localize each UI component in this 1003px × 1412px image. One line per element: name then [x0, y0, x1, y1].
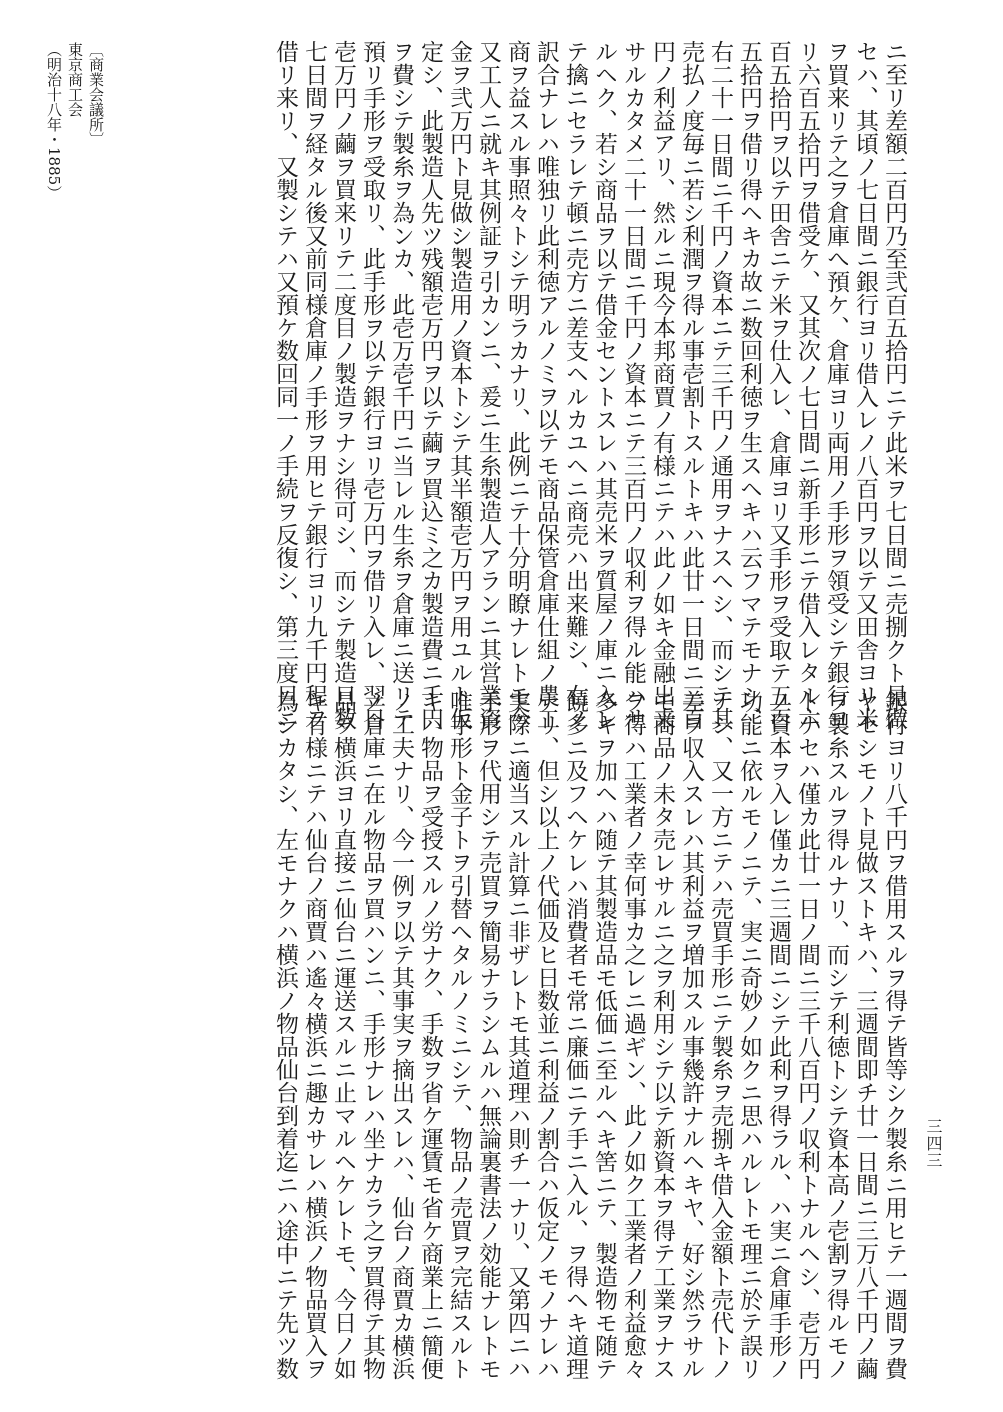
text-column: 功能ニ依ルモノニテ、実ニ奇妙ノ如クニ思ハルレトモ理ニ於テ誤リ	[736, 690, 762, 1380]
text-column: リ六百五拾円ヲ借受ケ、又其次ノ七日間ニ新手形ニテ借入レタル六	[794, 40, 820, 730]
text-column: 饒多ニ及フヘケレハ消費者モ常ニ廉価ニテ手ニ入ル、ヲ得ヘキ道理	[562, 690, 588, 1380]
text-column: ヤセシモノト見做ストキハ、三週間即チ廿一日間ニ三万八千円ノ繭	[852, 690, 878, 1380]
text-column: 定シ、此製造人先ツ残額壱万円ヲ以テ繭ヲ買込ミ之カ製造費ニ千円	[417, 40, 443, 730]
text-column: テ擒ニセラレテ頓ニ売方ニ差支ヘルカユヘニ商売ハ出来難シ、右ノ	[562, 40, 588, 730]
text-column: 右二十一日間ニ千円ノ資本ニテ三千円ノ通用ヲナスヘシ、而シテ其	[707, 40, 733, 730]
text-block-lower	[270, 690, 908, 1380]
text-column: ノ工夫ナリ、今一例ヲ以テ其事実ヲ摘出スレハ、仙台ノ商賈カ横浜	[388, 690, 414, 1380]
page-number: 三四三	[924, 1118, 943, 1169]
text-column: サルカタメ二十一日間ニ千円ノ資本ニテ三百円ノ収利ヲ得ル能ハサ	[620, 40, 646, 730]
text-column: 多キヲ加ヘハ随テ其製造品モ低価ニ至ルヘキ筈ニテ、製造物モ随テ	[591, 690, 617, 1380]
text-column: 借リ来リ、又製シテハ又預ケ数回同一ノ手続ヲ反復シ、第三度目ニ	[272, 40, 298, 730]
text-column: 差ヲ収入スレハ其利益ヲ増加スル事幾許ナルヘキヤ、好シ然ラサル	[678, 690, 704, 1380]
text-column: 売払ノ度毎ニ若シ利潤ヲ得ル事壱割トスルトキハ此廿一日間ニ三百	[678, 40, 704, 730]
text-column: 品ヲ横浜ヨリ直接ニ仙台ニ運送スルニ止マルヘケレトモ、今日ノ如	[330, 690, 356, 1380]
text-column: ヲ費シテ製糸ヲ為ンカ、此壱万壱千円ニ当レル生糸ヲ倉庫ニ送リテ	[388, 40, 414, 730]
text-column: セハ、其頃ノ七日間ニ銀行ヨリ借入レノ八百円ヲ以テ又田舎ヨリ米	[852, 40, 878, 730]
text-column: ヲ得ハ工業者ノ幸何事カ之レニ過ギン、此ノ如ク工業者ノ利益愈々	[620, 690, 646, 1380]
text-column: ヲ買来リテ之ヲ倉庫へ預ケ、倉庫ヨリ両用ノ手形ヲ領受シテ銀行ヨ	[823, 40, 849, 730]
text-column: 為シカタシ、左モナクハ横浜ノ物品仙台到着迄ニハ途中ニテ先ツ数	[272, 690, 298, 1380]
text-column: 訳合ナレハ唯独リ此利徳アルノミヲ以テモ商品保管倉庫仕組ノ農工	[533, 40, 559, 730]
text-column: 壱万円ノ繭ヲ買来リテ二度目ノ製造ヲナシ得可シ、而シテ製造日数	[330, 40, 356, 730]
text-column: ノ倉庫ニ在ル物品ヲ買ハンニ、手形ナレハ坐ナカラ之ヲ買得テ其物	[359, 690, 385, 1380]
text-column: 五拾円ヲ借リ得ヘキカ故ニ数回利徳ヲ生スヘキハ云フマテモナシ、	[736, 40, 762, 730]
organization-name: 東京商工会	[66, 42, 84, 117]
era-label: （明治十八年・1885）	[45, 42, 63, 201]
text-column: 手形ヲ代用シテ売買ヲ簡易ナラシムルハ無論裏書法ノ効能ナレトモ	[475, 690, 501, 1380]
text-column: 又工人ニ就キ其例証ヲ引カンニ、爰ニ生糸製造人アランニ其営業資	[475, 40, 501, 730]
text-column: 実際ニ適当スル計算ニ非ザレトモ其道理ハ則チ一ナリ、又第四ニハ	[504, 690, 530, 1380]
text-column: ニ至リ差額二百円乃至弐百五拾円ニテ此米ヲ七日間ニ売捌クト見做	[881, 40, 907, 730]
text-column: 金ヲ弐万円ト見做シ製造用ノ資本トシテ其半額壱万円ヲ用ユルト仮	[446, 40, 472, 730]
text-column: モ商品ノ未タ売レサルニ之ヲ利用シテ以テ新資本ヲ得テ工業ヲナス	[649, 690, 675, 1380]
text-column: キ有様ニテハ仙台ノ商賈ハ遙々横浜ニ趣カサレハ横浜ノ物品買入ヲ	[301, 690, 327, 1380]
text-column: ルヘク、若シ商品ヲ以テ借金セントスレハ其売米ヲ質屋ノ庫ニ入レ	[591, 40, 617, 730]
text-block-upper	[270, 40, 908, 730]
text-column: 七日間ヲ経タル後又前同様倉庫ノ手形ヲ用ヒテ銀行ヨリ九千円程ヲ	[301, 40, 327, 730]
text-column: ノ資本ヲ入レ僅カニ三週間ニシテ此利ヲ得ラル、ハ実ニ倉庫手形ノ	[765, 690, 791, 1380]
text-column: キハ物品ヲ受授スルノ労ナク、手数ヲ省ケ運賃モ省ケ商業上ニ簡便	[417, 690, 443, 1380]
text-column: トナセハ僅カ此廿一日ノ間ニ三千八百円ノ収利トナルヘシ、壱万円	[794, 690, 820, 1380]
section-label: 〔商業会議所〕	[87, 42, 105, 147]
text-column: ナリ、但シ以上ノ代価及ヒ日数並ニ利益ノ割合ハ仮定ノモノナレハ	[533, 690, 559, 1380]
running-header	[44, 42, 107, 602]
text-column: 銀行ヨリ八千円ヲ借用スルヲ得テ皆等シク製糸ニ用ヒテ一週間ヲ費	[881, 690, 907, 1380]
text-column: ヲ製糸スルヲ得ルナリ、而シテ利徳トシテ資本高ノ壱割ヲ得ルモノ	[823, 690, 849, 1380]
text-column: ナシ、又一方ニテハ売買手形ニテ製糸ヲ売捌キ借入金額ト売代トノ	[707, 690, 733, 1380]
text-column: 唯手形ト金子トヲ引替ヘタルノミニシテ、物品ノ売買ヲ完結スルト	[446, 690, 472, 1380]
text-column: 百五拾円ヲ以テ田舎ニテ米ヲ仕入レ、倉庫ヨリ又手形ヲ受取テ五百	[765, 40, 791, 730]
text-column: 預リ手形ヲ受取リ、此手形ヲ以テ銀行ヨリ壱万円ヲ借リ入レ、翌日	[359, 40, 385, 730]
text-column: 円ノ利益アリ、然ルニ現今本邦商賈ノ有様ニテハ此ノ如キ金融出来	[649, 40, 675, 730]
text-column: 商ヲ益スル事照々トシテ明ラカナリ、此例ニテ十分明瞭ナレトモ今	[504, 40, 530, 730]
